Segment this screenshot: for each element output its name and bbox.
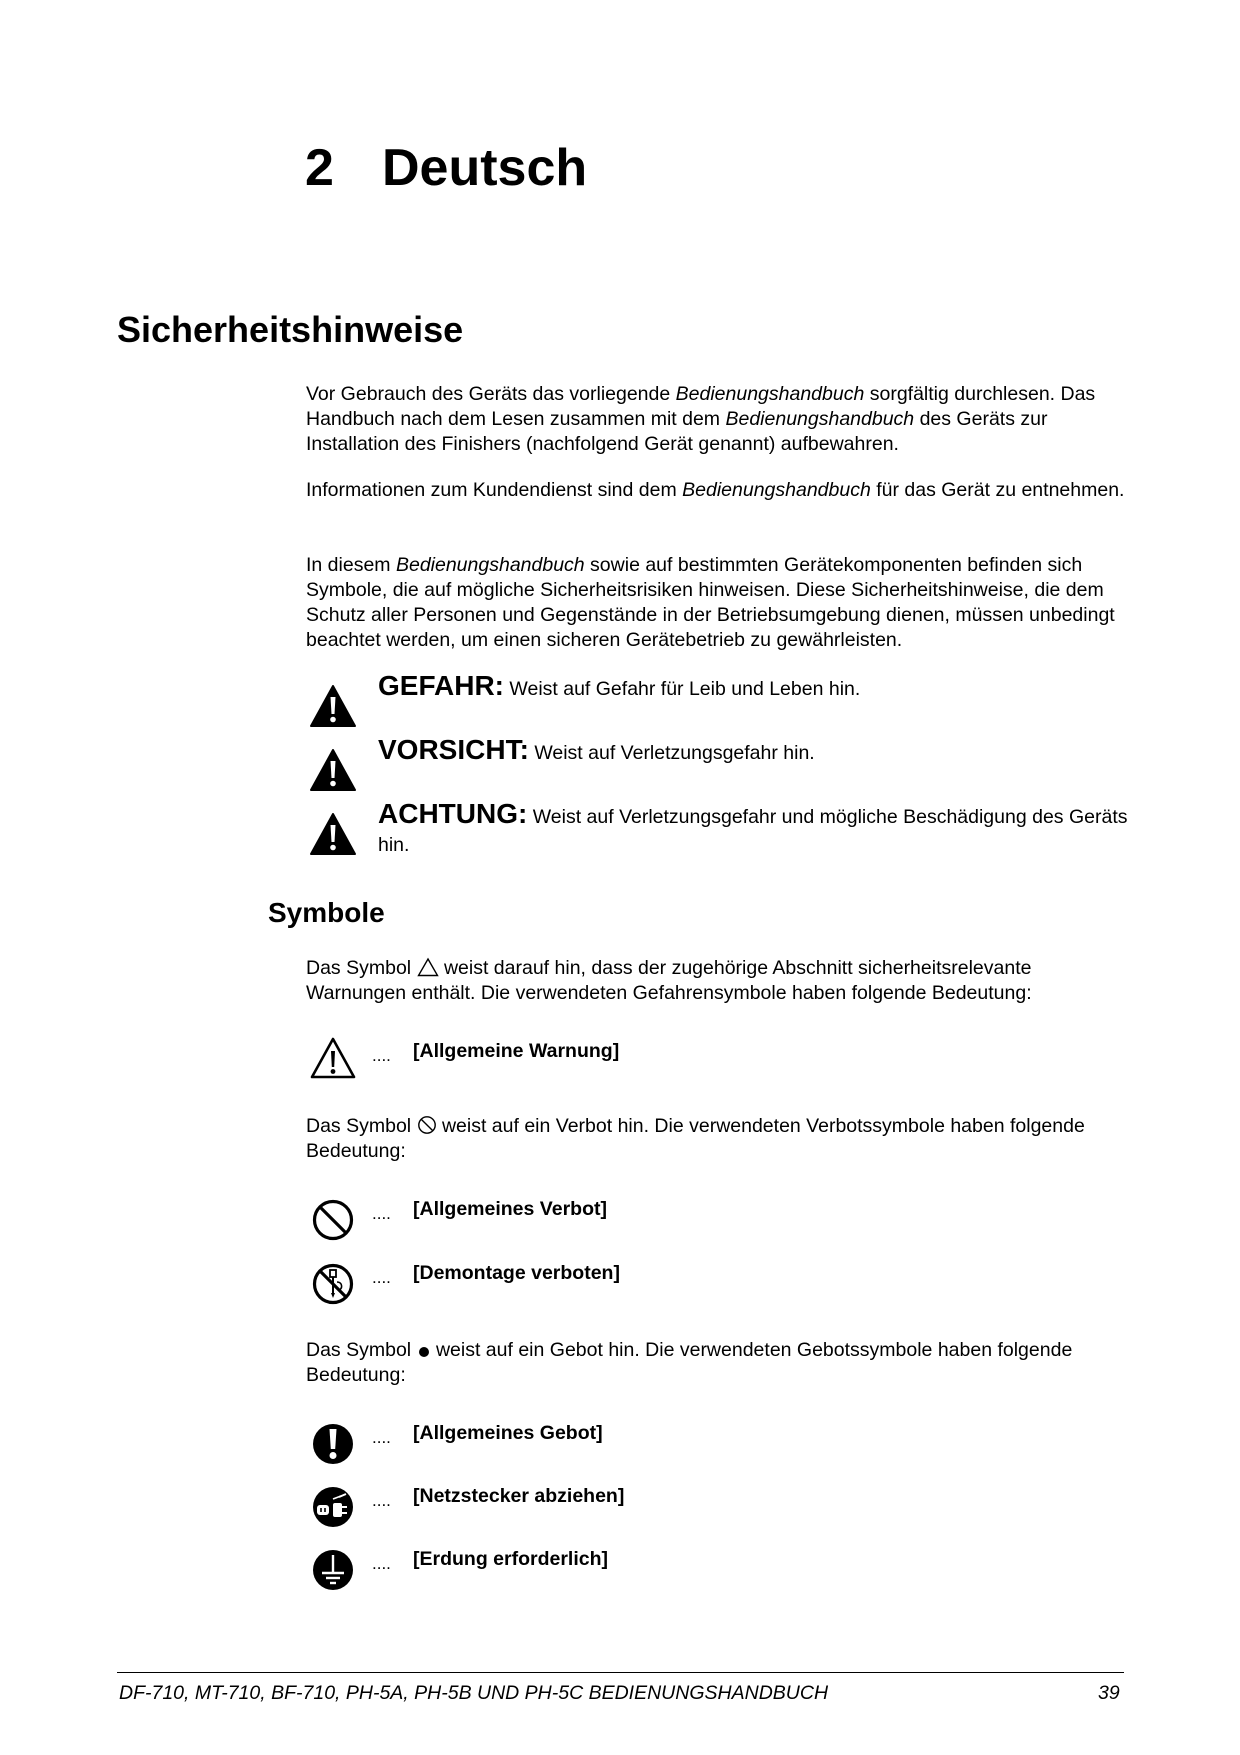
hazard-keyword: ACHTUNG:: [378, 798, 528, 829]
general-mandatory-icon: [309, 1420, 357, 1468]
hazard-keyword: GEFAHR:: [378, 670, 504, 701]
intro-paragraph-1: Vor Gebrauch des Geräts das vorliegende Bedienungshandbuch sorgfältig durchlesen. Das Handbuch nach dem Lesen zusammen mit dem Bedienungshandbuch des Geräts zur Installation des Finishers (nachfolgend Gerät genannt) aufbewahren.: [306, 383, 1096, 455]
warning-symbol-intro: Das Symbol weist darauf hin, dass der zugehörige Abschnitt sicherheitsrelevante Warnungen enthält. Die verwendeten Gefahrensymbole haben folgende Bedeutung:: [306, 957, 1032, 1004]
symbol-label-allgemeines-verbot: [Allgemeines Verbot]: [413, 1198, 607, 1220]
unplug-icon: [309, 1483, 357, 1531]
leader-dots: ....: [372, 1428, 391, 1447]
symbol-label-allgemeines-gebot: [Allgemeines Gebot]: [413, 1422, 603, 1444]
intro-paragraph-2: Informationen zum Kundendienst sind dem Bedienungshandbuch für das Gerät zu entnehmen.: [306, 479, 1125, 501]
subsection-title: Symbole: [268, 897, 385, 928]
page-number: 39: [1098, 1682, 1120, 1704]
warning-triangle-icon: [309, 812, 357, 856]
ground-icon: [309, 1546, 357, 1594]
triangle-outline-icon: [417, 957, 439, 977]
prohibition-outline-icon: [417, 1115, 437, 1135]
footer-manual-title: DF-710, MT-710, BF-710, PH-5A, PH-5B UND PH-5C BEDIENUNGSHANDBUCH: [119, 1682, 829, 1704]
warning-triangle-icon: [309, 748, 357, 792]
chapter-title: Deutsch: [382, 139, 588, 197]
hazard-vorsicht: [378, 736, 1138, 767]
hazard-description: Weist auf Gefahr für Leib und Leben hin.: [504, 678, 861, 700]
footer-rule: [117, 1672, 1124, 1673]
no-disassembly-icon: [309, 1260, 357, 1308]
hazard-achtung: [378, 800, 1128, 859]
intro-paragraph-3: In diesem Bedienungshandbuch sowie auf bestimmten Gerätekomponenten befinden sich Symbole, die auf mögliche Sicherheitsrisiken hinweisen. Diese Sicherheitshinweise, die dem Schutz aller Personen und Gegenstände in der Betriebsumgebung dienen, müssen unbedingt beachtet werden, um einen sicheren Gerätebetrieb zu gewährleisten.: [306, 554, 1115, 651]
symbol-label-allgemeine-warnung: [Allgemeine Warnung]: [413, 1040, 620, 1062]
leader-dots: ....: [372, 1491, 391, 1510]
warning-triangle-icon: [309, 684, 357, 728]
leader-dots: ....: [372, 1554, 391, 1573]
leader-dots: ....: [372, 1268, 391, 1287]
leader-dots: ....: [372, 1204, 391, 1223]
symbol-label-netzstecker-abziehen: [Netzstecker abziehen]: [413, 1485, 625, 1507]
mandatory-symbol-intro: Das Symbol weist auf ein Gebot hin. Die verwendeten Gebotssymbole haben folgende Bedeutung:: [306, 1339, 1073, 1386]
general-warning-icon: [309, 1036, 357, 1080]
hazard-description: Weist auf Verletzungsgefahr und mögliche Beschädigung des Geräts hin.: [378, 806, 1128, 856]
filled-circle-icon: [417, 1343, 431, 1359]
hazard-gefahr: [378, 672, 1138, 703]
symbol-label-demontage-verboten: [Demontage verboten]: [413, 1262, 620, 1284]
general-prohibition-icon: [309, 1196, 357, 1244]
hazard-keyword: VORSICHT:: [378, 734, 529, 765]
symbol-label-erdung-erforderlich: [Erdung erforderlich]: [413, 1548, 609, 1570]
leader-dots: ....: [372, 1046, 391, 1065]
section-title: Sicherheitshinweise: [117, 309, 464, 350]
prohibition-symbol-intro: Das Symbol weist auf ein Verbot hin. Die verwendeten Verbotssymbole haben folgende Bedeutung:: [306, 1115, 1085, 1162]
chapter-number: 2: [305, 139, 334, 197]
hazard-description: Weist auf Verletzungsgefahr hin.: [528, 742, 815, 764]
